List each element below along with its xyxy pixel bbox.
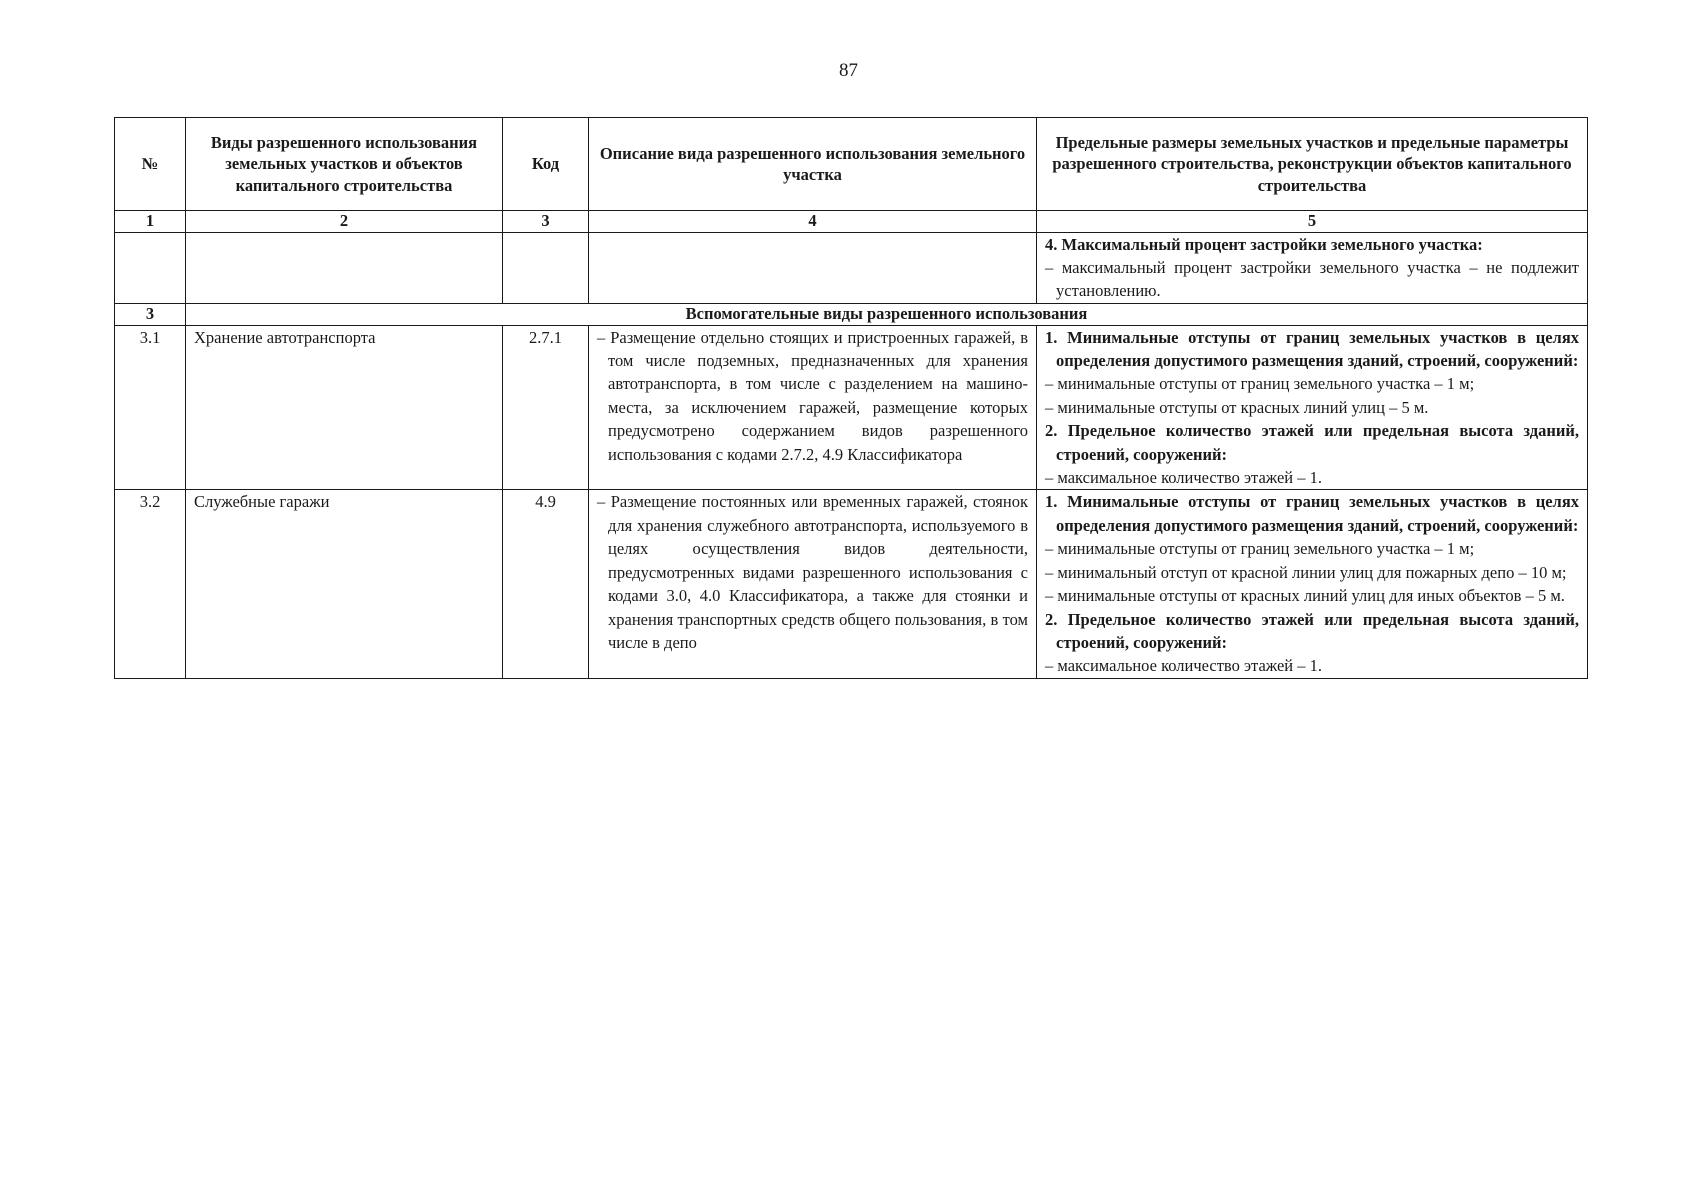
param-line: – максимальный процент застройки земельного участка – не подлежит установлению. bbox=[1045, 258, 1579, 301]
empty-cell bbox=[503, 232, 589, 303]
header-use-type: Виды разрешенного использования земельных участков и объектов капитального строительства bbox=[186, 118, 503, 211]
column-number-row bbox=[115, 211, 1588, 233]
section-number: 3 bbox=[115, 303, 186, 325]
header-row bbox=[115, 118, 1588, 211]
row-code: 2.7.1 bbox=[503, 325, 589, 490]
header-number: № bbox=[115, 118, 186, 211]
param-line: – минимальные отступы от красных линий улиц – 5 м. bbox=[1045, 397, 1429, 417]
header-description: Описание вида разрешенного использования земельного участка bbox=[589, 118, 1037, 211]
param-line: – минимальный отступ от красной линии улиц для пожарных депо – 10 м; bbox=[1045, 562, 1567, 582]
parameters-cell bbox=[1037, 232, 1588, 303]
description-cell bbox=[589, 325, 1037, 490]
header-parameters: Предельные размеры земельных участков и предельные параметры разрешенного строительства, реконструкции объектов капитального строительства bbox=[1037, 118, 1588, 211]
param-line: – максимальное количество этажей – 1. bbox=[1045, 468, 1322, 488]
row-use-name: Служебные гаражи bbox=[186, 490, 503, 678]
row-description: – Размещение постоянных или временных гаражей, стоянок для хранения служебного автотранспорта, используемого в целях осуществления видов деятельности, предусмотренных видами разрешенного использования с кодами 3.0, 4.0 Классификатора, а также для стоянки и хранения транспортных средств общего пользования, в том числе в депо bbox=[597, 492, 1028, 652]
empty-cell bbox=[589, 232, 1037, 303]
row-description: – Размещение отдельно стоящих и пристроенных гаражей, в том числе подземных, предназначенных для хранения автотранспорта, в том числе с разделением на машино-места, за исключением гаражей, размещение которых предусмотрено содержанием видов разрешенного использования с кодами 2.7.2, 4.9 Классификатора bbox=[597, 327, 1028, 464]
page-number: 87 bbox=[839, 60, 858, 81]
continuation-row bbox=[115, 232, 1588, 303]
param-line: – максимальное количество этажей – 1. bbox=[1045, 656, 1322, 676]
header-code: Код bbox=[503, 118, 589, 211]
row-code: 4.9 bbox=[503, 490, 589, 678]
column-number: 5 bbox=[1037, 211, 1588, 233]
empty-cell bbox=[186, 232, 503, 303]
column-number: 2 bbox=[186, 211, 503, 233]
parameters-cell bbox=[1037, 490, 1588, 678]
column-number: 4 bbox=[589, 211, 1037, 233]
section-title: Вспомогательные виды разрешенного использования bbox=[186, 303, 1588, 325]
param-heading: 1. Минимальные отступы от границ земельных участков в целях определения допустимого размещения зданий, строений, сооружений: bbox=[1045, 327, 1579, 370]
param-heading: 1. Минимальные отступы от границ земельных участков в целях определения допустимого размещения зданий, строений, сооружений: bbox=[1045, 492, 1579, 535]
table-row bbox=[115, 490, 1588, 678]
param-line: – минимальные отступы от границ земельного участка – 1 м; bbox=[1045, 539, 1475, 559]
param-line: – минимальные отступы от красных линий улиц для иных объектов – 5 м. bbox=[1045, 586, 1565, 606]
table-row bbox=[115, 325, 1588, 490]
section-row bbox=[115, 303, 1588, 325]
column-number: 1 bbox=[115, 211, 186, 233]
column-number: 3 bbox=[503, 211, 589, 233]
empty-cell bbox=[115, 232, 186, 303]
row-number: 3.1 bbox=[115, 325, 186, 490]
param-heading: 2. Предельное количество этажей или предельная высота зданий, строений, сооружений: bbox=[1045, 609, 1579, 652]
param-heading: 2. Предельное количество этажей или предельная высота зданий, строений, сооружений: bbox=[1045, 421, 1579, 464]
row-use-name: Хранение автотранспорта bbox=[186, 325, 503, 490]
param-line: – минимальные отступы от границ земельного участка – 1 м; bbox=[1045, 374, 1475, 394]
parameters-cell bbox=[1037, 325, 1588, 490]
row-number: 3.2 bbox=[115, 490, 186, 678]
description-cell bbox=[589, 490, 1037, 678]
land-use-table bbox=[114, 117, 1588, 679]
param-heading: 4. Максимальный процент застройки земельного участка: bbox=[1045, 234, 1483, 254]
